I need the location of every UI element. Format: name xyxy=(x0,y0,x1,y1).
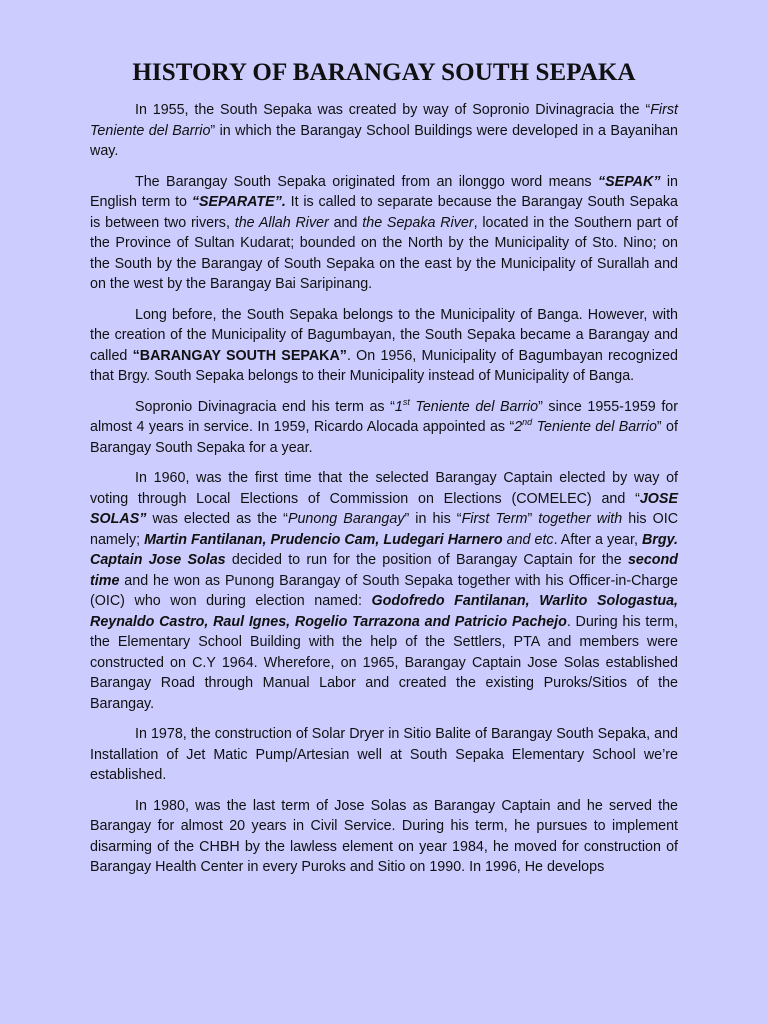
text-run: JOSE SOLAS” xyxy=(90,490,678,527)
text-run: In 1960, was the first time that the selected Barangay Captain elected by way of voting through Local Elections of Commission on Elections (COMELEC) and “ xyxy=(90,470,678,507)
text-run: The Barangay South Sepaka originated from an ilonggo word means xyxy=(135,173,598,190)
text-run: Long before, the South Sepaka belongs to the Municipality of Banga. However, with the creation of the Municipality of Bagumbayan, the South Sepaka became a Barangay and called xyxy=(90,306,678,364)
text-run: his OIC namely; xyxy=(90,511,679,548)
text-run: and etc xyxy=(506,531,554,548)
paragraph-2 xyxy=(90,172,678,295)
text-run: ” xyxy=(527,511,539,527)
text-run: decided to run for the position of Barangay Captain for the xyxy=(225,552,628,568)
text-run: ” of Barangay South Sepaka for a year. xyxy=(90,419,678,456)
text-run: . After a year, xyxy=(553,531,642,548)
text-run: First Teniente del Barrio xyxy=(90,102,678,139)
paragraph-5 xyxy=(90,468,678,714)
text-run: , located in the Southern part of the Province of Sultan Kudarat; bounded on the North by the Municipality of Sto. Nino; on the South by the Barangay of South Sepaka on the east by the Municipality of Surallah and on the west by the Barangay Bai Saripinang. xyxy=(90,214,678,292)
paragraph-6 xyxy=(90,724,678,786)
text-run: nd xyxy=(522,417,533,428)
paragraph-7 xyxy=(90,796,678,878)
text-run: ” since 1955-1959 for almost 4 years in service. In 1959, Ricardo Alocada appointed as “ xyxy=(90,398,678,435)
text-run: together with xyxy=(538,511,623,527)
text-run: second time xyxy=(90,552,678,589)
text-run: . On 1956, Municipality of Bagumbayan recognized that Brgy. South Sepaka belongs to their Municipality instead of Municipality of Banga. xyxy=(90,347,678,384)
text-run: Godofredo Fantilanan, Warlito Sologastua, Reynaldo Castro, Raul Ignes, Rogelio Tarrazona and Patricio Pachejo xyxy=(90,593,678,630)
text-run: was elected as the “ xyxy=(146,511,288,527)
text-run: in English term to xyxy=(90,173,678,210)
text-run: Brgy. Captain Jose Solas xyxy=(90,531,678,568)
text-run: Martin Fantilanan, Prudencio Cam, Ludegari Harnero xyxy=(144,531,503,548)
paragraph-3 xyxy=(90,305,678,387)
text-run: Punong Barangay xyxy=(287,511,405,527)
text-run: the Sepaka River xyxy=(362,214,474,231)
text-run: “SEPARATE”. xyxy=(191,194,286,210)
text-run: Sopronio Divinagracia end his term as “ xyxy=(135,398,395,415)
paragraph-1 xyxy=(90,100,678,162)
text-run: Teniente del Barrio xyxy=(532,419,657,435)
document-body xyxy=(90,100,678,878)
text-run: “BARANGAY SOUTH SEPAKA” xyxy=(132,347,347,364)
text-run: ” in which the Barangay School Buildings were developed in a Bayanihan way. xyxy=(90,122,678,159)
text-run: Teniente del Barrio xyxy=(409,398,539,415)
text-run: In 1955, the South Sepaka was created by way of Sopronio Divinagracia the “ xyxy=(135,102,651,118)
text-run: “SEPAK” xyxy=(597,173,661,190)
text-run: 1 xyxy=(394,398,403,415)
text-run: In 1978, the construction of Solar Dryer in Sitio Balite of Barangay South Sepaka, and Installation of Jet Matic Pump/Artesian well at South Sepaka Elementary School we’re established. xyxy=(90,726,678,783)
text-run: It is called to separate because the Barangay South Sepaka is between two rivers, xyxy=(90,194,678,231)
text-run: First Term xyxy=(461,511,528,527)
text-run: In 1980, was the last term of Jose Solas as Barangay Captain and he served the Barangay for almost 20 years in Civil Service. During his term, he pursues to implement disarming of the CHBH by the lawless element on year 1984, he moved for construction of Barangay Health Center in every Puroks and Sitio on 1990. In 1996, He develops xyxy=(90,797,678,875)
text-run: ” in his “ xyxy=(404,511,462,527)
paragraph-4 xyxy=(90,397,678,459)
text-run: 2 xyxy=(514,419,523,435)
text-run: . During his term, the Elementary School Building with the help of the Settlers, PTA and members were constructed on C.Y 1964. Wherefore, on 1965, Barangay Captain Jose Solas established Barangay Road through Manual Labor and created the existing Puroks/Sitios of the Barangay. xyxy=(90,613,678,712)
document-title: HISTORY OF BARANGAY SOUTH SEPAKA xyxy=(132,59,636,86)
text-run: and xyxy=(328,214,363,231)
text-run: and he won as Punong Barangay of South Sepaka together with his Officer-in-Charge (OIC) who won during election named: xyxy=(90,572,678,609)
text-run: st xyxy=(402,396,410,407)
text-run: the Allah River xyxy=(234,214,329,231)
